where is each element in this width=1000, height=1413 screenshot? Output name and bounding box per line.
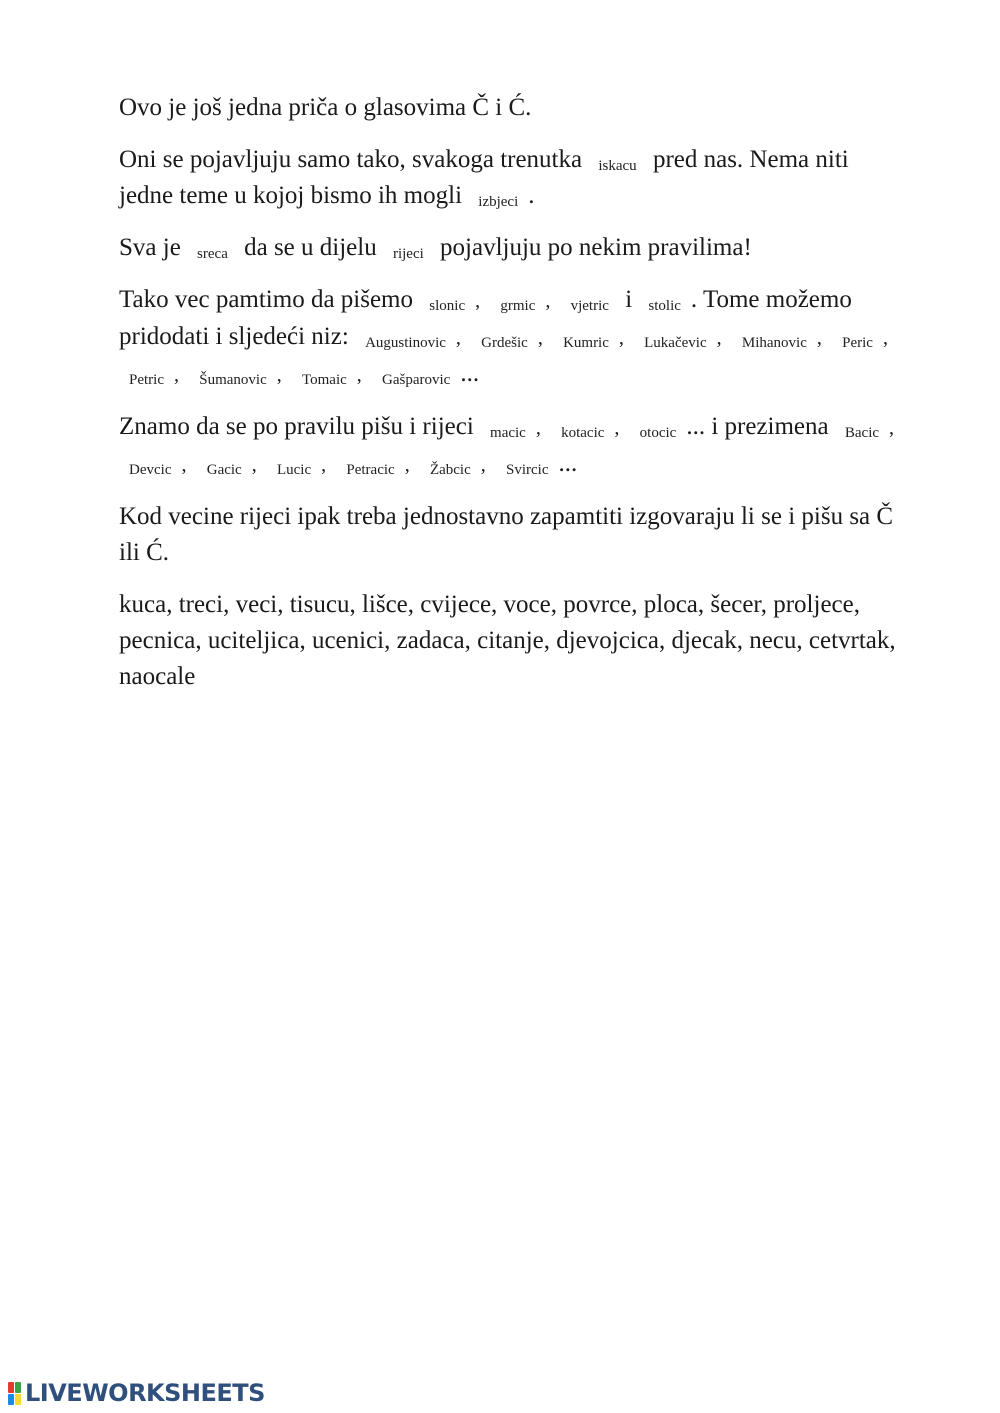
answer-field-zabcic[interactable]: Žabcic (429, 462, 471, 478)
answer-field-svircic[interactable]: Svircic (506, 462, 549, 478)
answer-field-otocic[interactable]: otocic (639, 425, 677, 441)
answer-field-devcic[interactable]: Devcic (129, 462, 172, 478)
answer-field-stolic[interactable]: stolic (648, 298, 681, 314)
paragraph-6: Kod vecine rijeci ipak treba jednostavno zapamtiti izgovaraju li se i pišu sa Č ili Ć. (119, 503, 894, 566)
paragraph-2: Oni se pojavljuju samo tako, svakoga trenutka iskacu pred nas. Nema niti jedne teme u kojoj bismo ih mogli izbjeci . (119, 146, 849, 210)
answer-field-grmic[interactable]: grmic (500, 298, 536, 314)
paragraph-3: Sva je sreca da se u dijelu rijeci pojavljuju po nekim pravilima! (119, 234, 752, 262)
worksheet-content (119, 90, 909, 711)
answer-field-lukacevic[interactable]: Lukačevic (644, 335, 707, 351)
answer-field-gasparovic[interactable]: Gašparovic (382, 372, 451, 388)
liveworksheets-footer[interactable] (8, 1380, 265, 1406)
answer-field-tomaic[interactable]: Tomaic (302, 372, 347, 388)
answer-field-petracic[interactable]: Petracic (346, 462, 395, 478)
answer-field-rijeci[interactable]: rijeci (392, 246, 424, 262)
answer-field-iskacu[interactable]: iskacu (598, 158, 637, 174)
answer-field-izbjeci[interactable]: izbjeci (478, 194, 519, 210)
answer-field-kotacic[interactable]: kotacic (561, 425, 605, 441)
brand-name: LIVEWORKSHEETS (25, 1379, 265, 1407)
answer-field-lucic[interactable]: Lucic (276, 462, 312, 478)
answer-field-petric[interactable]: Petric (129, 372, 164, 388)
answer-field-augustinovic[interactable]: Augustinovic (365, 335, 446, 351)
answer-field-macic[interactable]: macic (490, 425, 526, 441)
answer-field-sreca[interactable]: sreca (197, 246, 228, 262)
answer-field-bacic[interactable]: Bacic (844, 425, 880, 441)
answer-field-mihanovic[interactable]: Mihanovic (741, 335, 807, 351)
paragraph-4: Tako vec pamtimo da pišemo slonic , grmic , vjetric i stolic . Tome možemo pridodati i sljedeći niz: Augustinovic , Grdešic , Kumric , Lukačevic , Mihanovic , Peric , Petric , Šumanovic , Tomaic , Gašparovic ... (119, 286, 888, 388)
answer-field-kumric[interactable]: Kumric (563, 335, 609, 351)
paragraph-5: Znamo da se po pravilu pišu i rijeci macic , kotacic , otocic ... i prezimena Bacic , Devcic , Gacic , Lucic , Petracic , Žabcic , Svircic ... (119, 413, 895, 478)
liveworksheets-logo-icon (8, 1382, 21, 1405)
word-list: kuca, treci, veci, tisucu, lišce, cvijece, voce, povrce, ploca, šecer, proljece, pecnica, uciteljica, ucenici, zadaca, citanje, djevojcica, djecak, necu, cetvrtak, naocale (119, 591, 896, 690)
answer-field-sumanovic[interactable]: Šumanovic (199, 372, 267, 388)
answer-field-slonic[interactable]: slonic (429, 298, 466, 314)
answer-field-peric[interactable]: Peric (842, 335, 873, 351)
paragraph-intro: Ovo je još jedna priča o glasovima Č i Ć. (119, 94, 532, 121)
answer-field-grdesic[interactable]: Grdešic (481, 335, 528, 351)
answer-field-gacic[interactable]: Gacic (206, 462, 242, 478)
answer-field-vjetric[interactable]: vjetric (570, 298, 609, 314)
